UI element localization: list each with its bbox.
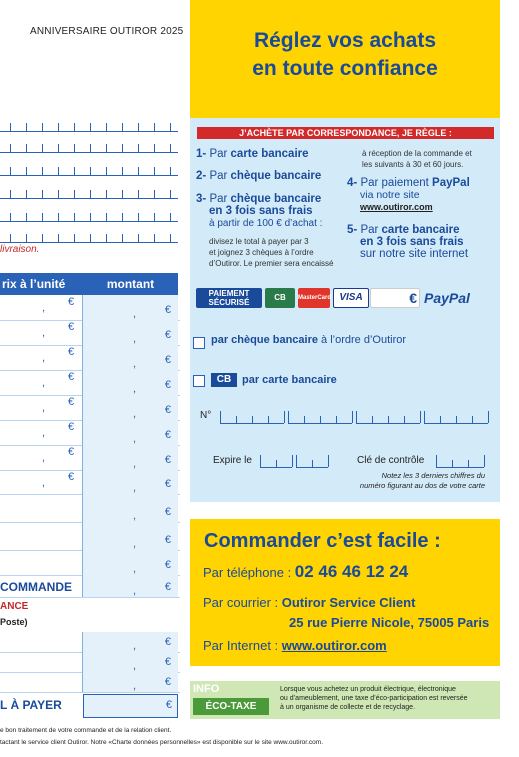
amount-cell[interactable]	[83, 370, 178, 395]
tick-mark	[252, 416, 253, 423]
tick-mark	[352, 411, 353, 423]
option-prefix: Par	[209, 170, 231, 182]
tick-mark	[106, 234, 107, 242]
currency-symbol: €	[164, 506, 171, 518]
table-row	[0, 320, 180, 346]
phone-number[interactable]: 02 46 46 12 24	[294, 562, 409, 581]
tick-mark	[122, 234, 123, 242]
option-strong: carte bancaire	[381, 224, 460, 236]
tick-mark	[456, 416, 457, 423]
tick-mark	[58, 167, 59, 175]
decimal-separator: ,	[133, 585, 137, 597]
euro-logo: €	[370, 288, 420, 308]
option-prefix: Par	[209, 148, 231, 160]
amount-cell[interactable]	[83, 395, 178, 420]
tick-mark	[90, 123, 91, 131]
cheque-option-label	[211, 334, 406, 346]
tick-mark	[26, 167, 27, 175]
eco-line: Lorsque vous achetez un produit électrique, électronique	[280, 686, 456, 693]
tick-mark	[122, 190, 123, 198]
decimal-separator: ,	[42, 352, 46, 364]
table-row	[0, 420, 180, 446]
decimal-separator: ,	[42, 377, 46, 389]
tick-mark	[472, 416, 473, 423]
tick-mark	[484, 455, 485, 467]
amount-cell[interactable]	[83, 672, 178, 692]
tick-mark	[58, 234, 59, 242]
tick-mark	[42, 123, 43, 131]
amount-cell[interactable]	[83, 445, 178, 470]
total-label: L À PAYER	[0, 698, 62, 712]
input-line[interactable]	[0, 164, 178, 176]
option-number: 4-	[347, 177, 358, 189]
tick-mark	[122, 167, 123, 175]
tick-mark	[106, 123, 107, 131]
option-prefix: Par	[360, 224, 382, 236]
currency-symbol: €	[164, 304, 171, 316]
web-label: Par Internet :	[203, 638, 282, 653]
currency-symbol: €	[68, 421, 75, 433]
option-strong: carte bancaire	[230, 148, 309, 160]
tick-mark	[388, 416, 389, 423]
tick-mark	[26, 234, 27, 242]
card-checkbox[interactable]	[193, 375, 205, 387]
currency-symbol: €	[164, 559, 171, 571]
currency-symbol: €	[164, 581, 171, 593]
tick-mark	[436, 455, 437, 467]
unit-price-cell[interactable]	[0, 632, 83, 652]
decimal-separator: ,	[133, 383, 137, 395]
option-number: 5-	[347, 224, 358, 236]
currency-symbol: €	[164, 404, 171, 416]
option-number: 2-	[196, 170, 207, 182]
currency-symbol: €	[68, 371, 75, 383]
card-option-label: par carte bancaire	[242, 374, 337, 386]
input-line[interactable]	[0, 231, 178, 243]
table-row	[0, 632, 180, 653]
note-line: numéro figurant au dos de votre carte	[359, 481, 485, 490]
decimal-separator: ,	[42, 302, 46, 314]
tick-mark	[90, 167, 91, 175]
tick-mark	[404, 416, 405, 423]
decimal-separator: ,	[133, 510, 137, 522]
tick-mark	[304, 416, 305, 423]
cheque-rest: à l’ordre d’Outiror	[318, 334, 407, 346]
digit-group[interactable]	[260, 453, 292, 468]
currency-symbol: €	[68, 471, 75, 483]
ordering-title: Commander c’est facile :	[204, 530, 441, 552]
tick-mark	[236, 416, 237, 423]
insurance-label: ANCE	[0, 601, 29, 612]
decimal-separator: ,	[133, 358, 137, 370]
digit-group[interactable]	[296, 453, 328, 468]
tick-mark	[284, 411, 285, 423]
mastercard-logo: MasterCard	[298, 288, 330, 308]
tick-mark	[74, 144, 75, 152]
table-row	[0, 522, 180, 551]
decimal-separator: ,	[133, 660, 137, 672]
decimal-separator: ,	[42, 327, 46, 339]
option-card	[196, 148, 309, 160]
note-line: les suivants à 30 et 60 jours.	[362, 160, 464, 169]
currency-symbol: €	[164, 454, 171, 466]
tick-mark	[90, 234, 91, 242]
tick-mark	[154, 213, 155, 221]
option-prefix: Par paiement	[360, 177, 433, 189]
option-strong: en 3 fois sans frais	[360, 236, 464, 248]
tick-mark	[154, 234, 155, 242]
tick-mark	[74, 190, 75, 198]
tick-mark	[74, 234, 75, 242]
input-line[interactable]	[0, 141, 178, 153]
currency-symbol: €	[68, 396, 75, 408]
mail-line: 25 rue Pierre Nicole, 75005 Paris	[289, 615, 490, 630]
decimal-separator: ,	[133, 680, 137, 692]
control-key-label: Clé de contrôle	[357, 455, 425, 466]
amount-cell[interactable]	[83, 420, 178, 445]
tick-mark	[328, 455, 329, 467]
tick-mark	[58, 213, 59, 221]
tick-mark	[154, 167, 155, 175]
tick-mark	[488, 411, 489, 423]
tick-mark	[154, 144, 155, 152]
tick-mark	[10, 213, 11, 221]
tick-mark	[138, 123, 139, 131]
amount-cell[interactable]	[83, 632, 178, 652]
tick-mark	[42, 234, 43, 242]
tick-mark	[138, 167, 139, 175]
tick-mark	[154, 190, 155, 198]
tick-mark	[336, 416, 337, 423]
card-number-label: N°	[200, 410, 212, 421]
visa-logo: VISA	[333, 288, 369, 308]
currency-symbol: €	[164, 534, 171, 546]
banner-title-line2: en toute confiance	[252, 57, 438, 80]
privacy-note-line2: tactant le service client Outiror. Notre «Charte données personnelles» est disponible sur le site www.outiror.com.	[0, 739, 323, 746]
currency-symbol: €	[164, 656, 171, 668]
note-line: à réception de la commande et	[362, 149, 472, 158]
tick-mark	[170, 234, 171, 242]
note-line: divisez le total à payer par 3	[209, 237, 309, 246]
tick-mark	[122, 213, 123, 221]
payment-title: J’ACHÈTE PAR CORRESPONDANCE, JE RÈGLE :	[197, 127, 494, 139]
paypal-logo: PayPal	[424, 290, 470, 306]
option-cheque	[196, 170, 321, 182]
col-amount-header: montant	[83, 273, 178, 295]
unit-price-cell[interactable]	[0, 550, 83, 575]
option-strong: chèque bancaire	[230, 170, 322, 182]
option-strong: PayPal	[432, 177, 470, 189]
tick-mark	[154, 123, 155, 131]
table-row	[0, 494, 180, 523]
option-cheque-3x-note-cont	[362, 148, 472, 170]
decimal-separator: ,	[133, 563, 137, 575]
table-row	[0, 295, 180, 321]
total-amount-field[interactable]	[83, 694, 178, 718]
note-line: et joignez 3 chèques à l’ordre	[209, 248, 314, 257]
order-phone-row	[203, 562, 408, 582]
cb-logo: CB	[265, 288, 295, 308]
tick-mark	[138, 190, 139, 198]
unit-price-cell[interactable]	[0, 494, 83, 522]
digit-group[interactable]	[288, 409, 352, 424]
tick-mark	[26, 123, 27, 131]
amount-cell[interactable]	[83, 494, 178, 522]
amount-cell[interactable]	[83, 575, 178, 597]
privacy-note-line1: e bon traitement de votre commande et de la relation client.	[0, 727, 172, 734]
eco-line: à un organisme de collecte et de recyclage.	[280, 704, 416, 711]
poste-label: Poste)	[0, 617, 28, 627]
input-line[interactable]	[0, 120, 178, 132]
currency-symbol: €	[164, 478, 171, 490]
tick-mark	[10, 144, 11, 152]
amount-cell[interactable]	[83, 470, 178, 494]
tick-mark	[170, 144, 171, 152]
currency-symbol: €	[165, 699, 172, 711]
eco-line: ou d’ameublement, une taxe d’éco-participation est reversée	[280, 695, 468, 702]
secure-payment-logo	[196, 288, 262, 308]
trust-banner	[190, 0, 500, 118]
eco-info-label: INFO	[193, 683, 220, 695]
tick-mark	[170, 123, 171, 131]
digit-group[interactable]	[436, 453, 484, 468]
option-condition: à partir de 100 € d’achat :	[209, 218, 323, 229]
tick-mark	[424, 411, 425, 423]
tick-mark	[122, 123, 123, 131]
tick-mark	[106, 144, 107, 152]
tick-mark	[90, 190, 91, 198]
option-cheque-3x	[196, 193, 322, 230]
tick-mark	[220, 411, 221, 423]
tick-mark	[452, 460, 453, 467]
unit-price-cell[interactable]	[0, 652, 83, 672]
option-cheque-3x-note	[209, 236, 334, 269]
decimal-separator: ,	[133, 408, 137, 420]
decimal-separator: ,	[133, 433, 137, 445]
control-key-note	[342, 471, 485, 491]
decimal-separator: ,	[42, 427, 46, 439]
eco-tax-badge: ÉCO-TAXE	[193, 698, 269, 715]
tick-mark	[320, 416, 321, 423]
amount-cell[interactable]	[83, 522, 178, 550]
table-row	[0, 470, 180, 495]
tick-mark	[138, 234, 139, 242]
table-row	[0, 445, 180, 471]
table-row	[0, 345, 180, 371]
logo-text: PAIEMENT	[208, 289, 250, 298]
table-row	[0, 395, 180, 421]
cb-badge: CB	[211, 373, 237, 387]
delivery-note: livraison.	[0, 244, 40, 255]
currency-symbol: €	[68, 346, 75, 358]
digit-group[interactable]	[220, 409, 284, 424]
input-line[interactable]	[0, 210, 178, 222]
tick-mark	[26, 190, 27, 198]
amount-cell[interactable]	[83, 345, 178, 370]
decimal-separator: ,	[42, 402, 46, 414]
tick-mark	[372, 416, 373, 423]
currency-symbol: €	[68, 446, 75, 458]
currency-symbol: €	[164, 379, 171, 391]
option-number: 1-	[196, 148, 207, 160]
option-line: via notre site	[360, 189, 420, 201]
tick-mark	[42, 213, 43, 221]
decimal-separator: ,	[133, 538, 137, 550]
tick-mark	[90, 144, 91, 152]
unit-price-cell[interactable]	[0, 522, 83, 550]
decimal-separator: ,	[133, 458, 137, 470]
amount-cell[interactable]	[83, 550, 178, 575]
logo-text: SÉCURISÉ	[208, 298, 250, 307]
tick-mark	[10, 190, 11, 198]
tick-mark	[26, 213, 27, 221]
digit-group[interactable]	[356, 409, 420, 424]
currency-symbol: €	[164, 354, 171, 366]
decimal-separator: ,	[42, 452, 46, 464]
option-line: sur notre site internet	[360, 248, 469, 260]
currency-symbol: €	[68, 296, 75, 308]
currency-symbol: €	[164, 429, 171, 441]
option-paypal	[347, 177, 470, 213]
table-row	[0, 370, 180, 396]
digit-group[interactable]	[424, 409, 488, 424]
amount-cell[interactable]	[83, 320, 178, 345]
decimal-separator: ,	[133, 333, 137, 345]
web-link[interactable]: www.outiror.com	[281, 638, 387, 653]
tick-mark	[106, 167, 107, 175]
tick-mark	[26, 144, 27, 152]
tick-mark	[170, 190, 171, 198]
tick-mark	[420, 411, 421, 423]
input-line[interactable]	[0, 187, 178, 199]
unit-price-cell[interactable]	[0, 672, 83, 692]
option-strong: chèque bancaire	[230, 193, 322, 205]
table-row	[0, 672, 180, 693]
tick-mark	[468, 460, 469, 467]
phone-label: Par téléphone :	[203, 565, 295, 580]
mail-line: Outiror Service Client	[281, 595, 416, 610]
currency-symbol: €	[68, 321, 75, 333]
tick-mark	[288, 411, 289, 423]
tick-mark	[42, 144, 43, 152]
tick-mark	[58, 144, 59, 152]
option-prefix: Par	[209, 193, 231, 205]
expiry-label: Expire le	[213, 455, 252, 466]
tick-mark	[90, 213, 91, 221]
note-line: d’Outiror. Le premier sera encaissé	[209, 259, 334, 268]
table-row	[0, 550, 180, 576]
option-paypal-site[interactable]: www.outiror.com	[360, 202, 433, 212]
mail-label: Par courrier :	[203, 595, 282, 610]
tick-mark	[170, 167, 171, 175]
tick-mark	[58, 123, 59, 131]
order-web-row	[203, 638, 387, 653]
table-row	[0, 652, 180, 673]
tick-mark	[10, 123, 11, 131]
tick-mark	[440, 416, 441, 423]
note-line: Notez les 3 derniers chiffres du	[381, 471, 485, 480]
tick-mark	[74, 213, 75, 221]
banner-title-line1: Réglez vos achats	[253, 29, 437, 52]
tick-mark	[74, 167, 75, 175]
tick-mark	[170, 213, 171, 221]
decimal-separator: ,	[133, 482, 137, 494]
tick-mark	[292, 455, 293, 467]
tick-mark	[276, 460, 277, 467]
decimal-separator: ,	[133, 308, 137, 320]
tick-mark	[138, 144, 139, 152]
subtotal-label: COMMANDE	[0, 580, 72, 594]
catalog-edition: ANNIVERSAIRE OUTIROR 2025	[30, 26, 184, 37]
col-unit-price-header: rix à l’unité	[0, 273, 84, 295]
tick-mark	[42, 190, 43, 198]
tick-mark	[10, 167, 11, 175]
option-strong: en 3 fois sans frais	[209, 205, 313, 217]
tick-mark	[106, 190, 107, 198]
eco-tax-text	[280, 685, 468, 712]
decimal-separator: ,	[133, 640, 137, 652]
currency-symbol: €	[164, 636, 171, 648]
tick-mark	[268, 416, 269, 423]
tick-mark	[10, 234, 11, 242]
option-card-3x	[347, 224, 468, 260]
currency-symbol: €	[164, 676, 171, 688]
amount-cell[interactable]	[83, 295, 178, 320]
tick-mark	[122, 144, 123, 152]
amount-cell[interactable]	[83, 652, 178, 672]
currency-symbol: €	[164, 329, 171, 341]
tick-mark	[312, 460, 313, 467]
tick-mark	[296, 455, 297, 467]
tick-mark	[42, 167, 43, 175]
tick-mark	[356, 411, 357, 423]
tick-mark	[74, 123, 75, 131]
order-mail-row	[203, 593, 489, 633]
tick-mark	[138, 213, 139, 221]
cheque-strong: par chèque bancaire	[211, 334, 318, 346]
tick-mark	[106, 213, 107, 221]
option-number: 3-	[196, 193, 207, 205]
cheque-checkbox[interactable]	[193, 337, 205, 349]
tick-mark	[260, 455, 261, 467]
decimal-separator: ,	[42, 477, 46, 489]
tick-mark	[58, 190, 59, 198]
